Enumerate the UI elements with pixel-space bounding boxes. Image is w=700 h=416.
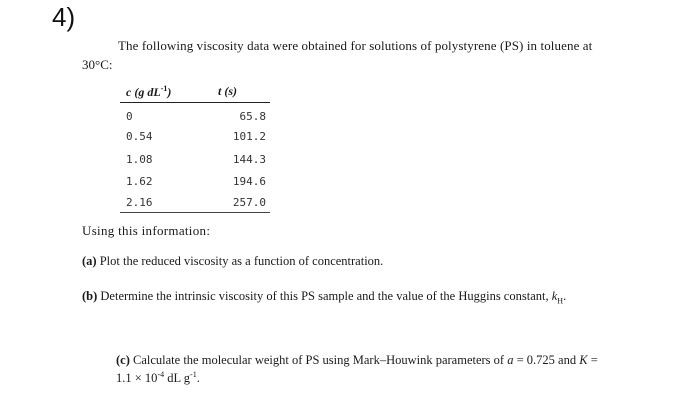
mh-k-eq: = [587, 353, 598, 367]
mh-k-exponent: -4 [157, 370, 165, 379]
mh-k-unit-exponent: -1 [190, 370, 197, 379]
using-heading: Using this information: [82, 223, 211, 238]
table-cell-c: 0 [126, 110, 133, 123]
table-cell-c: 1.62 [126, 175, 153, 188]
table-bottom-rule [120, 212, 270, 213]
header-c-close: ) [167, 85, 172, 99]
part-a-label: (a) [82, 254, 97, 268]
part-b [82, 289, 566, 306]
part-c-line-1 [116, 353, 598, 368]
header-c-text: c (g dL [126, 85, 161, 99]
table-cell-t: 65.8 [239, 110, 266, 123]
header-c-exponent: -1 [160, 84, 168, 93]
table-top-rule [120, 102, 270, 103]
table-cell-t: 194.6 [232, 175, 266, 188]
table-header-concentration [126, 84, 171, 100]
part-a-text: Plot the reduced viscosity as a function of concentration. [99, 254, 384, 268]
part-c-and: and [554, 353, 580, 367]
table-cell-c: 1.08 [126, 153, 153, 166]
huggins-symbol: k [551, 289, 558, 303]
part-c-label: (c) [116, 353, 130, 367]
part-b-text: Determine the intrinsic viscosity of this PS sample and the value of the Huggins constant, [100, 289, 552, 303]
question-number: 4) [52, 2, 76, 32]
table-cell-c: 0.54 [126, 130, 153, 143]
part-b-label: (b) [82, 289, 98, 303]
table-cell-c: 2.16 [126, 196, 153, 209]
table-header-time: t (s) [218, 84, 237, 98]
table-cell-t: 144.3 [232, 153, 266, 166]
part-b-end: . [563, 289, 567, 303]
huggins-subscript: H [557, 296, 564, 306]
table-cell-t: 101.2 [232, 130, 266, 143]
part-c-end: . [196, 371, 200, 386]
table-cell-t: 257.0 [232, 196, 266, 209]
mh-k-unit: dL g [164, 371, 191, 386]
intro-line-2: 30°C: [82, 57, 113, 72]
part-c-text: Calculate the molecular weight of PS using Mark–Houwink parameters of [133, 353, 508, 367]
mh-k-base: 1.1 × 10 [116, 371, 158, 386]
part-a [82, 254, 383, 269]
mh-k-symbol: K [579, 353, 588, 367]
mh-a-value: = 0.725 [513, 353, 555, 367]
part-c-line-2 [116, 370, 200, 386]
intro-line-1: The following viscosity data were obtained for solutions of polystyrene (PS) in toluene at [118, 38, 593, 53]
mh-a-symbol: a [507, 353, 514, 367]
